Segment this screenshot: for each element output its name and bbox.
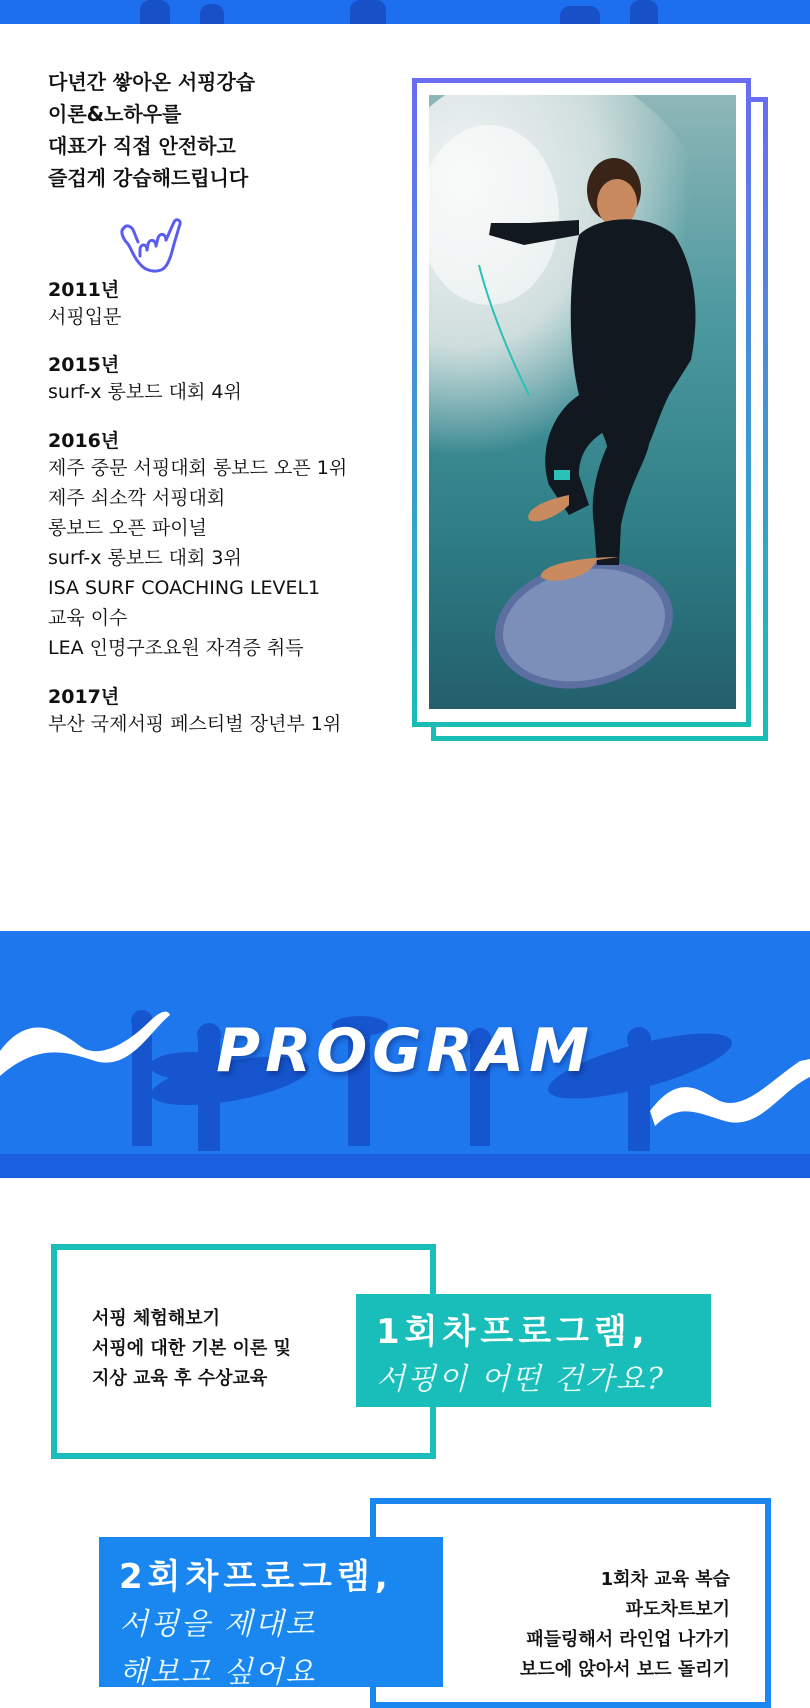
program-2-detail: 패들링해서 라인업 나가기 bbox=[526, 1629, 730, 1650]
program-1-detail: 서핑에 대한 기본 이론 및 bbox=[92, 1338, 291, 1359]
career-item: surf-x 롱보드 대회 3위 bbox=[48, 547, 242, 569]
career-year: 2015년 bbox=[48, 354, 120, 376]
intro-line: 이론&노하우를 bbox=[48, 102, 182, 126]
program-2-subtitle: 해보고 싶어요 bbox=[119, 1655, 317, 1690]
career-item: LEA 인명구조요원 자격증 취득 bbox=[48, 637, 304, 659]
program-2-detail: 1회차 교육 복습 bbox=[600, 1569, 730, 1590]
program-2-label bbox=[99, 1537, 443, 1690]
career-item: 서핑입문 bbox=[48, 306, 122, 328]
program-title: PROGRAM bbox=[216, 1016, 594, 1086]
program-1-detail: 서핑 체험해보기 bbox=[92, 1308, 220, 1329]
career-item: surf-x 롱보드 대회 4위 bbox=[48, 381, 242, 403]
shaka-hand-icon bbox=[116, 216, 186, 282]
program-1-subtitle: 서핑이 어떤 건가요? bbox=[376, 1362, 665, 1397]
program-2-detail: 파도차트보기 bbox=[625, 1599, 730, 1620]
program-2-title: 2회차프로그램, bbox=[119, 1557, 393, 1597]
career-year: 2016년 bbox=[48, 430, 120, 452]
career-item: 부산 국제서핑 페스티벌 장년부 1위 bbox=[48, 713, 342, 735]
career-item: ISA SURF COACHING LEVEL1 bbox=[48, 577, 321, 599]
career-item: 제주 중문 서핑대회 롱보드 오픈 1위 bbox=[48, 457, 348, 479]
intro-line: 대표가 직접 안전하고 bbox=[48, 134, 236, 158]
program-1-label bbox=[356, 1294, 711, 1407]
program-2-subtitle: 서핑을 제대로 bbox=[119, 1607, 317, 1642]
top-banner-strip bbox=[0, 0, 810, 24]
career-year: 2011년 bbox=[48, 279, 120, 301]
intro-line: 즐겁게 강습해드립니다 bbox=[48, 166, 249, 190]
career-year: 2017년 bbox=[48, 686, 120, 708]
program-2-detail: 보드에 앉아서 보드 돌리기 bbox=[519, 1659, 730, 1680]
surfer-photo bbox=[429, 95, 736, 709]
intro-line: 다년간 쌓아온 서핑강습 bbox=[48, 70, 256, 94]
career-item: 롱보드 오픈 파이널 bbox=[48, 517, 207, 539]
program-1-detail: 지상 교육 후 수상교육 bbox=[92, 1368, 268, 1389]
career-item: 제주 쇠소깍 서핑대회 bbox=[48, 487, 226, 509]
career-item: 교육 이수 bbox=[48, 607, 128, 629]
program-1-title: 1회차프로그램, bbox=[376, 1312, 650, 1352]
